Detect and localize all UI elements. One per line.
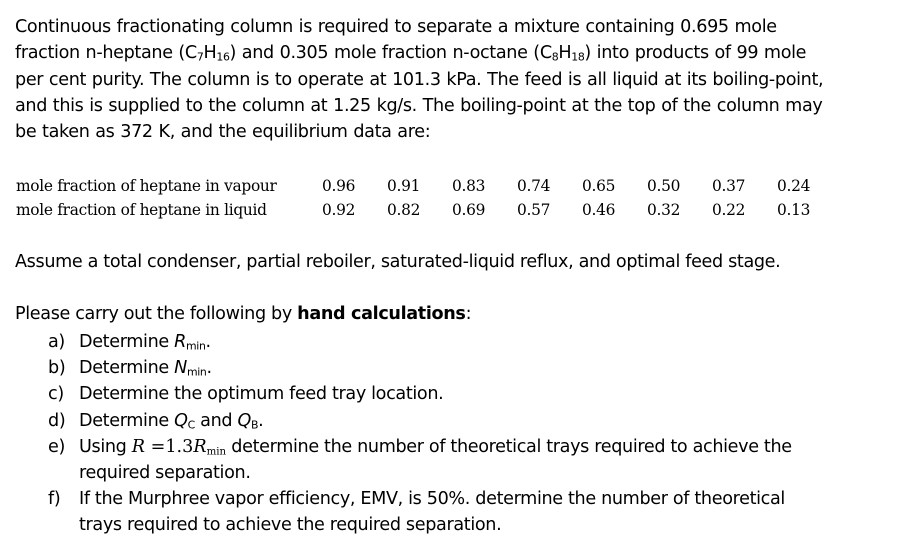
task-marker: e) (48, 436, 65, 457)
task-item-d: d) Determine $Q_C$ and $Q_B$. (48, 408, 792, 434)
task-marker: f) (48, 489, 61, 510)
task-item-b: b) Determine $N_{min}$. (48, 355, 792, 381)
table-row-vapour (16, 174, 842, 198)
subscript: C (187, 418, 195, 432)
table-cell: 0.37 (712, 177, 746, 195)
intro-line-3: per cent purity. The column is to operate at 101.3 kPa. The feed is all liquid at its boiling-point, (15, 69, 824, 90)
symbol-n: N (174, 358, 187, 379)
symbol-q: Q (237, 410, 251, 431)
intro-line-5: be taken as 372 K, and the equilibrium data are: (15, 122, 431, 143)
subscript: min (186, 339, 206, 353)
row-label: mole fraction of heptane in liquid (16, 201, 267, 219)
subscript: 7 (196, 51, 204, 65)
intro-line-4: and this is supplied to the column at 1.25 kg/s. The boiling-point at the top of the column may (15, 95, 823, 116)
task-marker: b) (48, 358, 66, 379)
table-cell: 0.22 (712, 201, 746, 219)
subscript: min (186, 365, 207, 379)
table-cell: 0.83 (452, 177, 486, 195)
task-marker: c) (48, 384, 64, 405)
task-continuation: trays required to achieve the required separation. (79, 515, 502, 536)
subscript: 18 (571, 51, 585, 65)
subscript: min (206, 446, 227, 458)
symbol-q: Q (174, 410, 188, 431)
table-cell: 0.92 (322, 201, 356, 219)
symbol-r: R (174, 332, 186, 352)
instructions-text: Please carry out the following by hand calculations: (15, 304, 472, 324)
task-item-e: e) Using $R =1.3R_{min}$ determine the number of theoretical trays required to achieve the required separation. (48, 434, 792, 486)
task-marker: d) (48, 410, 66, 431)
table-cell: 0.46 (582, 201, 616, 219)
table-cell: 0.57 (517, 201, 551, 219)
assumptions-text: Assume a total condenser, partial reboiler, saturated-liquid reflux, and optimal feed stage. (15, 252, 781, 272)
task-continuation: required separation. (79, 463, 251, 484)
equilibrium-data-table (16, 174, 842, 222)
table-cell: 0.82 (387, 201, 421, 219)
table-cell: 0.32 (647, 201, 681, 219)
table-cell: 0.50 (647, 177, 681, 195)
table-cell: 0.24 (777, 177, 811, 195)
subscript: 8 (551, 51, 559, 65)
table-cell: 0.65 (582, 177, 616, 195)
intro-line-2: fraction n-heptane $(C_7H_{16})$ and 0.305 mole fraction n-octane $(C_8H_{18})$ into products of 99 mole (15, 43, 807, 65)
row-label: mole fraction of heptane in vapour (16, 177, 277, 195)
task-item-f: f) If the Murphree vapor efficiency, EMV, is 50%. determine the number of theoretical trays required to achieve the required separation. (48, 486, 792, 538)
table-cell: 0.74 (517, 177, 551, 195)
intro-line-1: Continuous fractionating column is required to separate a mixture containing 0.695 mole (15, 17, 777, 37)
task-item-a: a) Determine $R_{min}$. (48, 329, 792, 355)
subscript: B (250, 418, 259, 432)
table-cell: 0.96 (322, 177, 356, 195)
reflux-equation: $R =1.3R_{min}$ (131, 436, 227, 458)
table-row-liquid (16, 198, 842, 222)
task-item-c: c) Determine the optimum feed tray location. (48, 381, 792, 407)
subscript: 16 (216, 51, 230, 65)
instructions-emphasis: hand calculations (297, 304, 466, 324)
task-marker: a) (48, 332, 65, 352)
task-list (48, 329, 792, 539)
table-cell: 0.69 (452, 201, 486, 219)
problem-statement (15, 14, 895, 145)
table-cell: 0.91 (387, 177, 421, 195)
table-cell: 0.13 (777, 201, 811, 219)
